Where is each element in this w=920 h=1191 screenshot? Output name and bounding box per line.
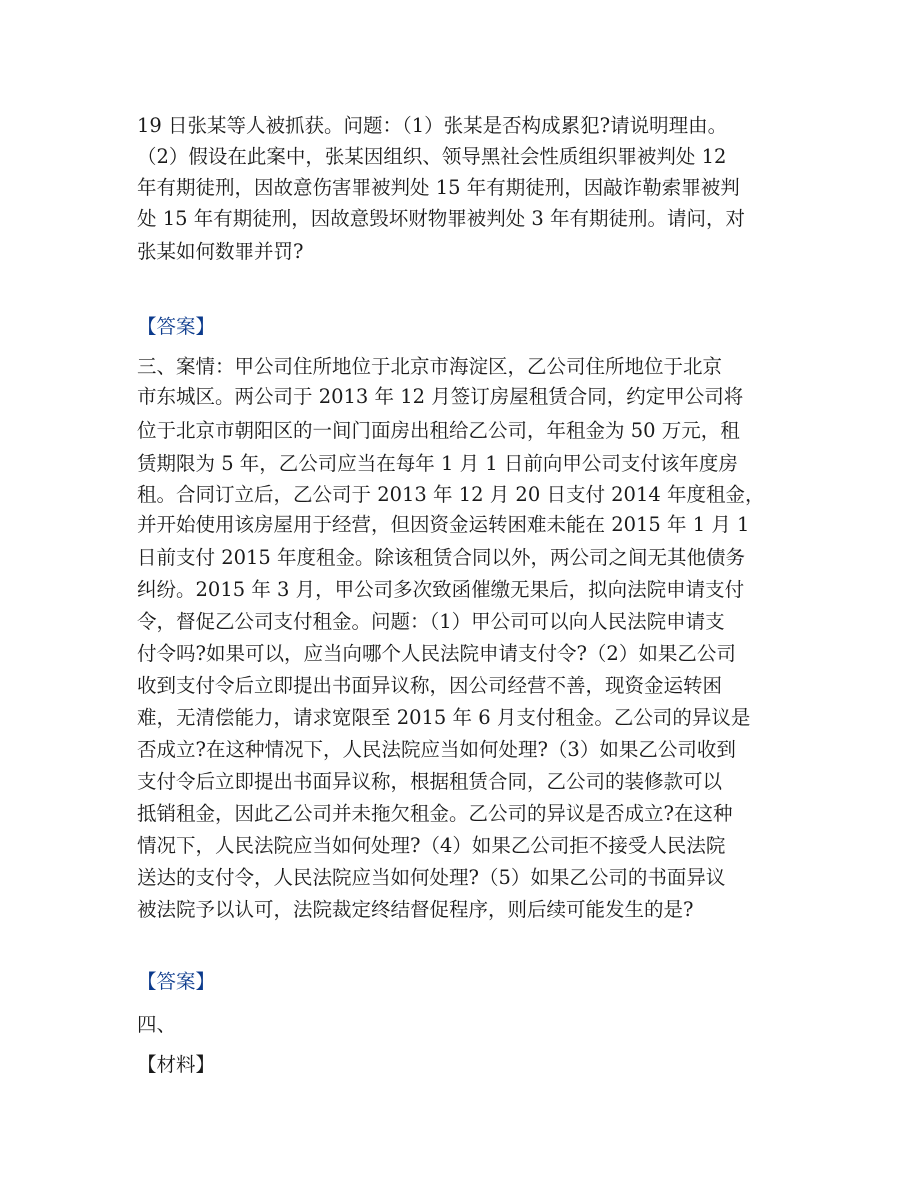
case-text-line: 位于北京市朝阳区的一间门面房出租给乙公司，年租金为 50 万元，租: [137, 419, 740, 442]
case-text-line: 抵销租金，因此乙公司并未拖欠租金。乙公司的异议是否成立?在这种: [137, 802, 733, 825]
case-text-line: 否成立?在这种情况下，人民法院应当如何处理?（3）如果乙公司收到: [137, 738, 736, 761]
case-text-line: 租。合同订立后，乙公司于 2013 年 12 月 20 日支付 2014 年度租金，: [137, 483, 765, 506]
question-text-line: 处 15 年有期徒刑，因故意毁坏财物罪被判处 3 年有期徒刑。请问，对: [137, 207, 746, 230]
case-text-line: 被法院予以认可，法院裁定终结督促程序，则后续可能发生的是?: [137, 898, 694, 921]
question-text-line: 张某如何数罪并罚?: [137, 240, 304, 263]
case-text-line: 日前支付 2015 年度租金。除该租赁合同以外，两公司之间无其他债务: [137, 546, 746, 569]
case-text-line: 令，督促乙公司支付租金。问题：（1）甲公司可以向人民法院申请支: [137, 610, 725, 633]
material-label: 【材料】: [137, 1053, 216, 1076]
question-text-line: （2）假设在此案中，张某因组织、领导黑社会性质组织罪被判处 12: [137, 145, 727, 168]
question-text-line: 19 日张某等人被抓获。问题：（1）张某是否构成累犯?请说明理由。: [137, 114, 728, 137]
case-text-line: 赁期限为 5 年，乙公司应当在每年 1 月 1 日前向甲公司支付该年度房: [137, 452, 738, 475]
answer-label: 【答案】: [137, 970, 216, 993]
case-text-line: 纠纷。2015 年 3 月，甲公司多次致函催缴无果后，拟向法院申请支付: [137, 578, 745, 601]
case-text-line: 支付令后立即提出书面异议称，根据租赁合同，乙公司的装修款可以: [137, 770, 723, 793]
case-text-line: 付令吗?如果可以，应当向哪个人民法院申请支付令?（2）如果乙公司: [137, 642, 736, 665]
answer-label: 【答案】: [137, 315, 216, 338]
case-text-line: 情况下，人民法院应当如何处理?（4）如果乙公司拒不接受人民法院: [137, 834, 726, 857]
case-text-line: 市东城区。两公司于 2013 年 12 月签订房屋租赁合同，约定甲公司将: [137, 385, 744, 408]
case-text-line: 收到支付令后立即提出书面异议称，因公司经营不善，现资金运转困: [137, 674, 723, 697]
case-text-line: 并开始使用该房屋用于经营，但因资金运转困难未能在 2015 年 1 月 1: [137, 513, 750, 536]
case-text-line: 三、案情：甲公司住所地位于北京市海淀区，乙公司住所地位于北京: [137, 355, 723, 378]
section-heading: 四、: [137, 1013, 177, 1036]
question-text-line: 年有期徒刑，因故意伤害罪被判处 15 年有期徒刑，因敲诈勒索罪被判: [137, 176, 740, 199]
case-text-line: 难，无清偿能力，请求宽限至 2015 年 6 月支付租金。乙公司的异议是: [137, 706, 751, 729]
case-text-line: 送达的支付令，人民法院应当如何处理?（5）如果乙公司的书面异议: [137, 866, 726, 889]
